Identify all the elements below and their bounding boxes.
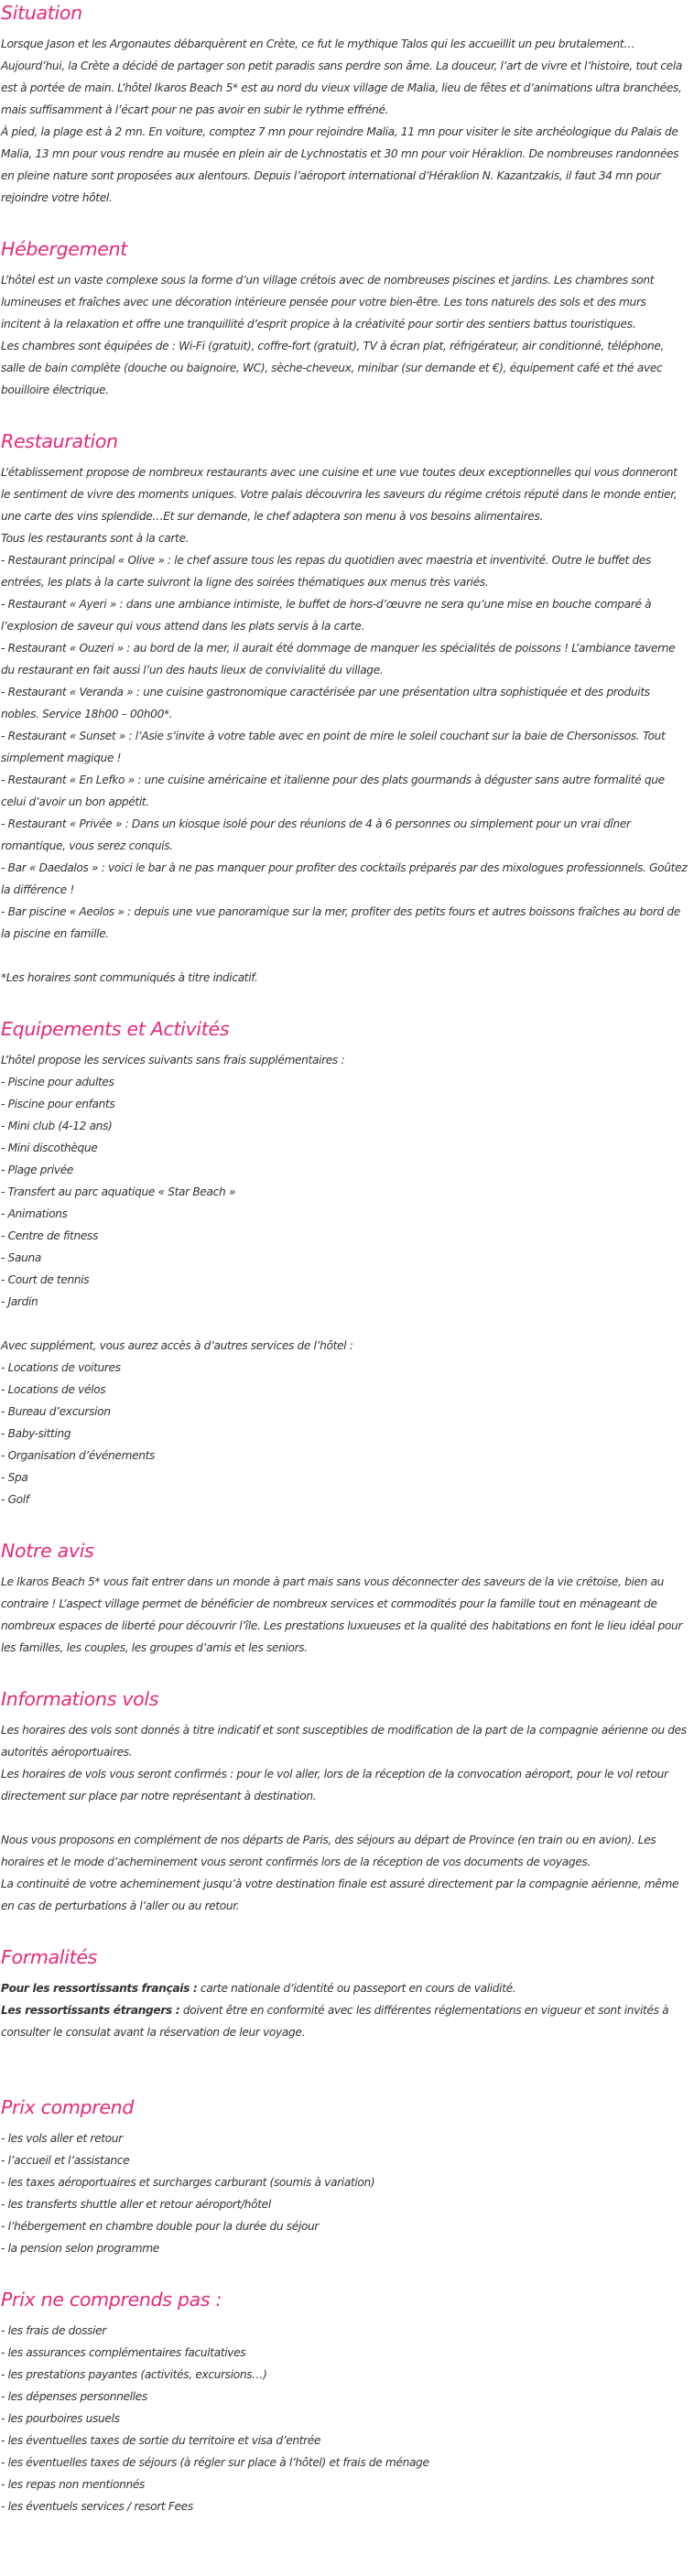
list-item: - Baby-sitting [1,1427,71,1440]
list-item: - Spa [1,1471,28,1484]
prix-comprend-title: Prix comprend [1,2096,135,2118]
paid-services-intro: Avec supplément, vous aurez accès à d’autres services de l’hôtel : [1,1339,353,1352]
formalites-foreign-label: Les ressortissants étrangers : [1,2004,180,2017]
paid-services-list [1,1357,688,1510]
restauration-paragraph: - Bar « Daedalos » : voici le bar à ne pas manquer pour profiter des cocktails préparés par des mixologues professionnels. Goûtez la différence ! [1,861,688,896]
restauration-title: Restauration [1,430,118,452]
list-item: - les taxes aéroportuaires et surcharges carburant (soumis à variation) [1,2176,375,2189]
formalites-title: Formalités [1,1946,98,1968]
restauration-paragraph: L’établissement propose de nombreux restaurants avec une cuisine et une vue toutes deux exceptionnelles qui vous donneront le sentiment de vivre des moments uniques. Votre palais découvrira les saveurs du régime crétois réputé dans le monde entier, une carte des vins splendide…Et sur demande, le chef adaptera son menu à vos besoins alimentaires. [1,466,678,523]
list-item: - les transferts shuttle aller et retour aéroport/hôtel [1,2198,271,2211]
situation-paragraph-2: À pied, la plage est à 2 mn. En voiture, comptez 7 mn pour rejoindre Malia, 11 mn pour visiter le site archéologique du Palais de Malia, 13 mn pour vous rendre au musée en plein air de Lychnostatis et 30 mn pour voir Héraklion. De nombreuses randonnées en pleine nature sont proposées aux alentours. Depuis l’aéroport international d’Héraklion N. Kazantzakis, il faut 34 mn pour rejoindre votre hôtel. [1,125,679,204]
avis-paragraph: Le Ikaros Beach 5* vous fait entrer dans un monde à part mais sans vous déconnecter des saveurs de la vie crétoise, bien au contraire ! L’aspect village permet de bénéficier de nombreux services et commodités pour la famille tout en ménageant de nombreux espaces de liberté pour découvrir l’île. Les prestations luxueuses et la qualité des habitations en font le lieu idéal pour les familles, les couples, les groupes d’amis et les seniors. [1,1575,683,1654]
prix-comprend-section [1,2094,688,2259]
list-item: - Locations de voitures [1,1361,121,1374]
situation-title: Situation [1,2,82,24]
hebergement-title: Hébergement [1,238,128,260]
list-item: - l’accueil et l’assistance [1,2154,130,2167]
list-item: - Piscine pour enfants [1,1098,115,1110]
list-item: - les vols aller et retour [1,2132,123,2145]
list-item: - les éventuels services / resort Fees [1,2500,193,2513]
situation-section [1,0,688,209]
list-item: - Sauna [1,1251,41,1264]
restauration-paragraph: - Restaurant « Ayeri » : dans une ambiance intimiste, le buffet de hors-d’œuvre ne sera qu’une mise en bouche comparé à l’explosion de saveur qui vous attend dans les plats servis à la carte. [1,598,652,633]
avis-section [1,1538,688,1659]
list-item: - Centre de fitness [1,1229,99,1242]
list-item: - les éventuelles taxes de sortie du territoire et visa d’entrée [1,2434,321,2447]
vols-paragraph: Les horaires de vols vous seront confirmés : pour le vol aller, lors de la réception de la convocation aéroport, pour le vol retour directement sur place par notre représentant à destination. [1,1768,668,1802]
restauration-paragraph: - Restaurant « Ouzeri » : au bord de la mer, il aurait été dommage de manquer les spécialités de poissons ! L’ambiance taverne du restaurant en fait aussi l’un des hauts lieux de convivialité du village. [1,642,676,676]
restauration-paragraph: - Restaurant « En Lefko » : une cuisine américaine et italienne pour des plats gourmands à déguster sans autre formalité que celui d’avoir un bon appétit. [1,774,665,808]
equipements-title: Equipements et Activités [1,1018,230,1040]
restauration-paragraph: Tous les restaurants sont à la carte. [1,532,190,545]
restauration-section [1,428,688,989]
list-item: - Piscine pour adultes [1,1076,114,1088]
restauration-paragraph: - Restaurant « Veranda » : une cuisine gastronomique caractérisée par une présentation ultra sophistiquée et des produits nobles. Service 18h00 – 00h00*. [1,686,650,720]
prix-ne-comprend-list [1,2320,688,2517]
list-item: - Transfert au parc aquatique « Star Beach » [1,1185,236,1198]
restauration-paragraph: - Bar piscine « Aeolos » : depuis une vue panoramique sur la mer, profiter des petits fours et autres boissons fraîches au bord de la piscine en famille. [1,905,680,940]
formalites-section [1,1944,688,2043]
list-item: - Golf [1,1493,29,1506]
list-item: - l’hébergement en chambre double pour la durée du séjour [1,2220,320,2233]
avis-title: Notre avis [1,1540,94,1562]
list-item: - Locations de vélos [1,1383,106,1396]
list-item: - Plage privée [1,1164,74,1176]
vols-paragraph: La continuité de votre acheminement jusqu’à votre destination finale est assuré directement par la compagnie aérienne, même en cas de perturbations à l’aller ou au retour. [1,1878,679,1912]
list-item: - Court de tennis [1,1273,90,1286]
vols-title: Informations vols [1,1688,159,1710]
prix-comprend-list [1,2127,688,2259]
list-item: - Mini club (4-12 ans) [1,1120,113,1132]
formalites-french-label: Pour les ressortissants français : [1,1982,198,1995]
restauration-note: *Les horaires sont communiqués à titre indicatif. [1,971,258,984]
list-item: - les assurances complémentaires facultatives [1,2346,246,2359]
list-item: - Bureau d’excursion [1,1405,111,1418]
vols-section [1,1686,688,1917]
list-item: - la pension selon programme [1,2242,159,2255]
formalites-french-text: carte nationale d’identité ou passeport en cours de validité. [197,1982,516,1995]
list-item: - les dépenses personnelles [1,2390,147,2403]
restauration-paragraph: - Restaurant « Sunset » : l’Asie s’invite à votre table avec en point de mire le soleil couchant sur la baie de Chersonissos. Tout simplement magique ! [1,730,666,764]
vols-paragraph: Les horaires des vols sont donnés à titre indicatif et sont susceptibles de modification de la part de la compagnie aérienne ou des autorités aéroportuaires. [1,1724,687,1759]
vols-paragraph: Nous vous proposons en complément de nos départs de Paris, des séjours au départ de Province (en train ou en avion). Les horaires et le mode d’acheminement vous seront confirmés lors de la réception de vos documents de voyages. [1,1834,656,1868]
list-item: - Animations [1,1207,68,1220]
list-item: - les éventuelles taxes de séjours (à régler sur place à l’hôtel) et frais de ménage [1,2456,429,2469]
hebergement-paragraph-1: L’hôtel est un vaste complexe sous la forme d’un village crétois avec de nombreuses piscines et jardins. Les chambres sont lumineuses et fraîches avec une décoration intérieure pensée pour votre bien-être. Les tons naturels des sols et des murs incitent à la relaxation et offre une tranquillité d’esprit propice à la créativité pour sortir des sentiers battus touristiques. [1,274,655,330]
equipements-intro: L’hôtel propose les services suivants sans frais supplémentaires : [1,1054,345,1066]
restauration-paragraph: - Restaurant principal « Olive » : le chef assure tous les repas du quotidien avec maestria et inventivité. Outre le buffet des entrées, les plats à la carte suivront la ligne des soirées thématiques aux menus très variés. [1,554,652,589]
list-item: - Jardin [1,1295,38,1308]
list-item: - Organisation d’événements [1,1449,156,1462]
list-item: - les pourboires usuels [1,2412,120,2425]
list-item: - Mini discothèque [1,1142,98,1154]
list-item: - les repas non mentionnés [1,2478,146,2491]
list-item: - les frais de dossier [1,2324,106,2337]
prix-ne-comprend-section [1,2287,688,2517]
free-services-list [1,1071,688,1313]
formalites-foreign-text: doivent être en conformité avec les différentes réglementations en vigueur et sont invités à consulter le consulat avant la réservation de leur voyage. [1,2004,669,2039]
formalites-foreign [1,1999,688,2043]
hebergement-paragraph-2: Les chambres sont équipées de : Wi-Fi (gratuit), coffre-fort (gratuit), TV à écran plat, réfrigérateur, air conditionné, téléphone, salle de bain complète (douche ou baignoire, WC), sèche-cheveux, minibar (sur demande et €), équipement café et thé avec bouilloire électrique. [1,340,665,396]
hebergement-section [1,236,688,401]
formalites-french [1,1977,688,1999]
situation-paragraph-1: Lorsque Jason et les Argonautes débarquèrent en Crète, ce fut le mythique Talos qui les accueillit un peu brutalement… Aujourd’hui, la Crète a décidé de partager son petit paradis sans perdre son âme. La douceur, l’art de vivre et l’histoire, tout cela est à portée de main. L’hôtel Ikaros Beach 5* est au nord du vieux village de Malia, lieu de fêtes et d’animations ultra branchées, mais suffisamment à l’écart pour ne pas avoir en subir le rythme effréné. [1,38,682,116]
prix-ne-comprend-title: Prix ne comprends pas : [1,2289,222,2311]
restauration-paragraph: - Restaurant « Privée » : Dans un kiosque isolé pour des réunions de 4 à 6 personnes ou simplement pour un vrai dîner romantique, vous serez conquis. [1,817,631,852]
equipements-section [1,1016,688,1510]
list-item: - les prestations payantes (activités, excursions…) [1,2368,267,2381]
